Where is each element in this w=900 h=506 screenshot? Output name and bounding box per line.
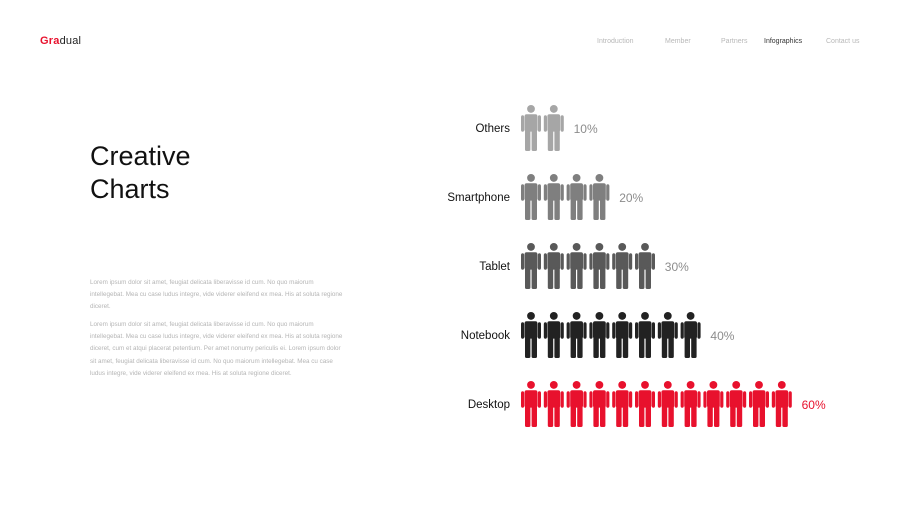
person-icon (772, 381, 792, 427)
category-label: Tablet (479, 261, 510, 273)
person-icon (612, 312, 632, 358)
person-icon (658, 381, 678, 427)
value-label: 30% (664, 260, 689, 274)
person-icon (521, 174, 541, 220)
category-label: Others (475, 123, 510, 135)
person-icon (635, 312, 655, 358)
person-icon (589, 174, 609, 220)
person-icon (521, 243, 541, 289)
person-icon (749, 381, 769, 427)
page-title-line1: Creative (90, 141, 191, 171)
person-icon (589, 381, 609, 427)
person-icon (567, 312, 587, 358)
person-icon (681, 381, 701, 427)
nav-infographics[interactable]: Infographics (764, 38, 803, 45)
person-icon (521, 105, 541, 151)
person-icon (703, 381, 723, 427)
person-icon (658, 312, 678, 358)
body-paragraph-1: Lorem ipsum dolor sit amet, feugiat delicata liberavisse id cum. No quo maiorum intellegebat. Mea cu case ludus integre, vide viderer eleifend ex mea. His at soluta regione diceret. (90, 279, 343, 311)
person-icon (567, 174, 587, 220)
nav-contact-us[interactable]: Contact us (826, 38, 860, 45)
person-icon (635, 243, 655, 289)
brand-logo-part1: Gra (40, 35, 60, 47)
person-icon (681, 312, 701, 358)
nav-partners[interactable]: Partners (721, 38, 748, 45)
value-label: 60% (801, 398, 826, 412)
value-label: 10% (573, 122, 598, 136)
person-icon (612, 381, 632, 427)
person-icon (544, 105, 564, 151)
person-icon (612, 243, 632, 289)
person-icon (544, 312, 564, 358)
person-icon (635, 381, 655, 427)
person-icon (589, 243, 609, 289)
person-icon (567, 243, 587, 289)
top-nav (0, 38, 900, 50)
people-chart (420, 95, 880, 435)
page-title-line2: Charts (90, 174, 170, 204)
body-paragraph-2: Lorem ipsum dolor sit amet, feugiat delicata liberavisse id cum. No quo maiorum intellegebat. Mea cu case ludus integre, vide viderer eleifend ex mea. His at soluta regione diceret, cum et atqui placerat petentium. Per amet nonumy periculis ei. Lorem ipsum dolor sit amet, feugiat delicata liberavisse id cum. No quo maiorum intellegebat. Mea cu case ludus integre, vide viderer eleifend ex mea. His at soluta regione diceret. (90, 321, 343, 377)
category-label: Notebook (460, 330, 510, 342)
person-icon (521, 312, 541, 358)
person-icon (544, 381, 564, 427)
person-icon (544, 174, 564, 220)
person-icon (589, 312, 609, 358)
person-icon (567, 381, 587, 427)
person-icon (726, 381, 746, 427)
nav-member[interactable]: Member (665, 38, 691, 45)
person-icon (544, 243, 564, 289)
category-label: Desktop (467, 399, 510, 411)
value-label: 20% (619, 191, 644, 205)
page-title (90, 140, 191, 206)
brand-logo-part2: dual (59, 35, 82, 47)
nav-introduction[interactable]: Introduction (597, 38, 634, 45)
category-label: Smartphone (447, 192, 510, 204)
person-icon (521, 381, 541, 427)
value-label: 40% (710, 329, 735, 343)
